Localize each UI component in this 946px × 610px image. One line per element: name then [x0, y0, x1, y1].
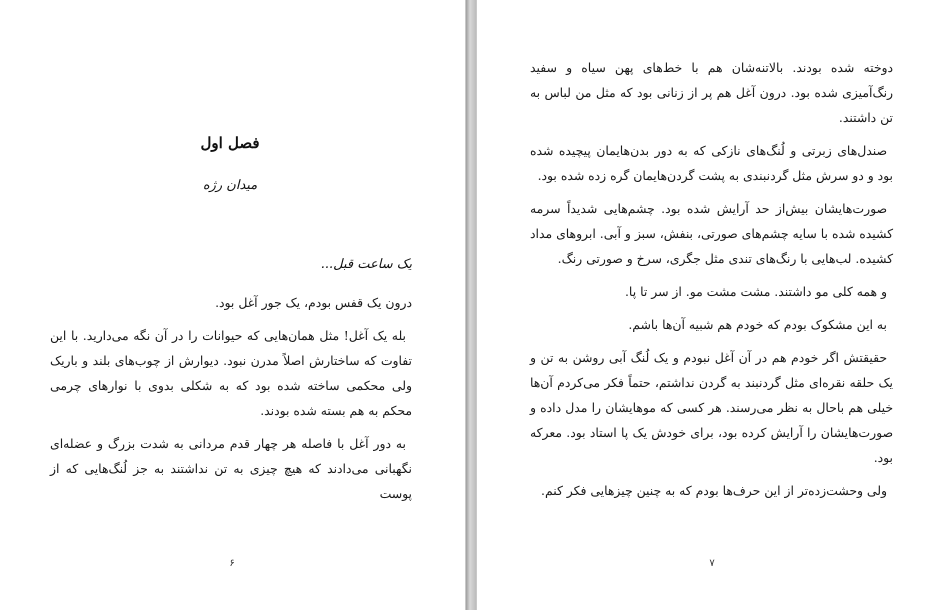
left-page-body [50, 290, 412, 506]
paragraph: بله یک آغل! مثل همان‌هایی که حیوانات را در آن نگه می‌دارید. با این تفاوت که ساختارش اصلاً مدرن نبود. دیوارش از چوب‌های بلند و باریک ولی محکمی ساخته شده بود که به شکلی بدوی با نوارهای چرمی محکم به هم بسته شده بودند. [50, 328, 412, 418]
paragraph: درون یک قفس بودم، یک جور آغل بود. [215, 295, 412, 310]
paragraph: و همه کلی مو داشتند. مشت مشت مو. از سر تا پا. [624, 284, 887, 299]
chapter-subtitle: میدان رژه [202, 178, 258, 193]
chapter-title: فصل اول [200, 134, 260, 152]
page-number: ۶ [229, 558, 235, 569]
book-spine [466, 0, 476, 610]
paragraph: ولی وحشت‌زده‌تر از این حرف‌ها بودم که به چنین چیزهایی فکر کنم. [541, 483, 887, 498]
paragraph: به این مشکوک بودم که خودم هم شبیه آن‌ها باشم. [628, 317, 887, 332]
paragraph: صندل‌های زبرتی و لُنگ‌های نازکی که به دور بدن‌هایمان پیچیده شده بود و دو سرش مثل گردنبندی به پشت گردن‌هایمان گره زده شده بود. [530, 143, 893, 183]
paragraph: دوخته شده بودند. بالاتنه‌شان هم با خط‌های پهن سیاه و سفید رنگ‌آمیزی شده بود. درون آغل هم پر از زنانی بود که مثل من لباس به تن داشتند. [530, 60, 893, 125]
paragraph: به دور آغل با فاصله هر چهار قدم مردانی به شدت بزرگ و عضله‌ای نگهبانی می‌دادند که هیچ چیزی به تن نداشتند به جز لُنگ‌هایی که از پوست [50, 436, 412, 501]
right-page-body [530, 55, 893, 503]
paragraph: صورت‌هایشان بیش‌از حد آرایش شده بود. چشم‌هایی شدیداً سرمه کشیده شده با سایه چشم‌های صورتی، بنفش، سبز و آبی. ابروهای مداد کشیده. لب‌هایی با رنگ‌های تندی مثل جگری، سرخ و صورتی رنگ. [530, 201, 893, 266]
paragraph: حقیقتش اگر خودم هم در آن آغل نبودم و یک لُنگ آبی روشن به تن و یک حلقه نقره‌ای مثل گردنبند به گردن نداشتم، حتماً فکر می‌کردم آن‌ها خیلی هم باحال به نظر می‌رسند. هر کسی که موهایشان را مدل داده و صورت‌هایشان را آرایش کرده بود، برای خودش یک پا استاد بود. معرکه بود. [530, 350, 893, 465]
left-page [0, 0, 466, 610]
section-heading: یک ساعت قبل... [320, 257, 412, 272]
page-number: ۷ [709, 558, 715, 569]
